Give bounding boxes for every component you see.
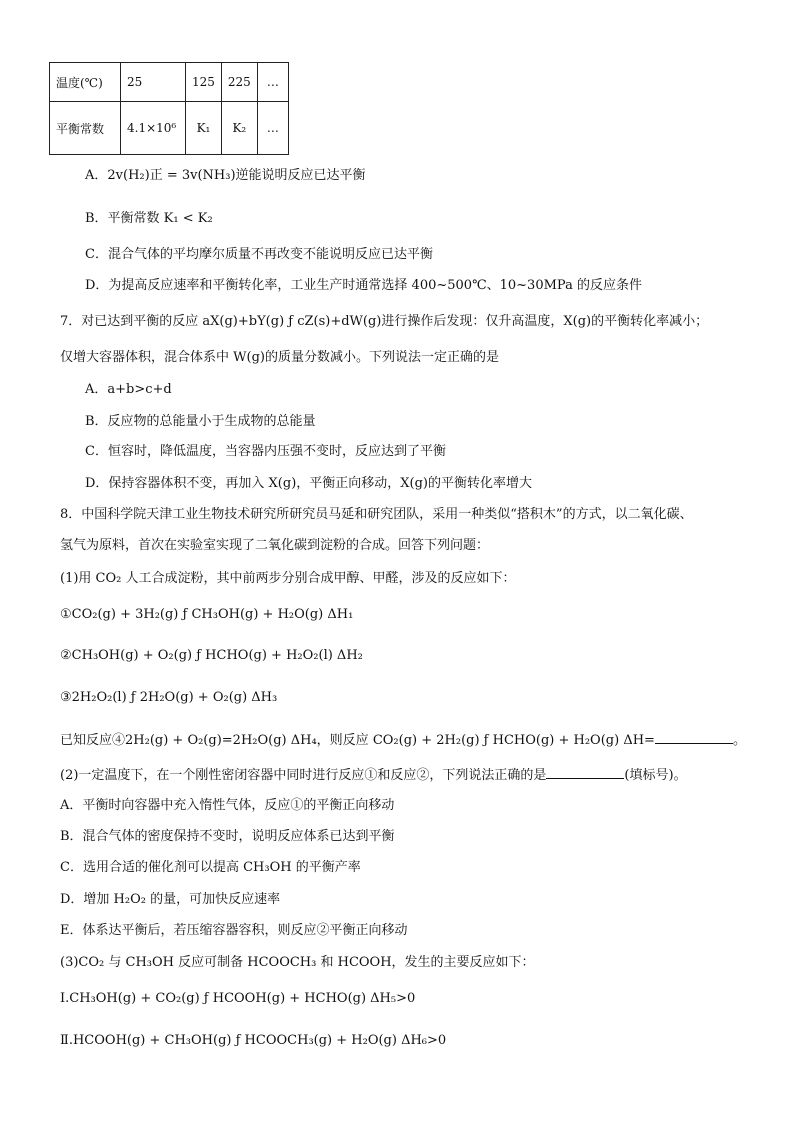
q8-reaction-II: Ⅱ.HCOOH(g) + CH₃OH(g) ƒ HCOOCH₃(g) + H₂O(g) ΔH₆>0 (60, 1033, 447, 1048)
q8-part2-suffix: (填标号)。 (624, 768, 687, 783)
q8-reaction-I: Ⅰ.CH₃OH(g) + CO₂(g) ƒ HCOOH(g) + HCHO(g) ΔH₅>0 (60, 991, 416, 1006)
q8-part2-option-c: C．选用合适的催化剂可以提高 CH₃OH 的平衡产率 (60, 860, 361, 875)
answer-blank[interactable] (655, 731, 733, 744)
q8-part3-intro: (3)CO₂ 与 CH₃OH 反应可制备 HCOOCH₃ 和 HCOOH，发生的主要反应如下： (60, 955, 535, 970)
q8-part2-option-d: D．增加 H₂O₂ 的量，可加快反应速率 (60, 892, 281, 907)
table-cell: 4.1×10⁶ (121, 102, 186, 155)
q6-option-c: C．混合气体的平均摩尔质量不再改变不能说明反应已达平衡 (85, 247, 433, 262)
table-cell: 25 (121, 63, 186, 102)
q7-option-a: A．a+b>c+d (85, 382, 172, 397)
table-cell: … (257, 63, 288, 102)
q8-part2-option-b: B．混合气体的密度保持不变时，说明反应体系已达到平衡 (60, 829, 395, 844)
q6-option-a: A．2v(H₂)正 = 3v(NH₃)逆能说明反应已达平衡 (85, 168, 366, 183)
q8-known-suffix: 。 (732, 733, 746, 748)
q7-stem-line-1: 7．对已达到平衡的反应 aX(g)+bY(g) ƒ cZ(s)+dW(g)进行操作后发现：仅升高温度，X(g)的平衡转化率减小； (60, 314, 709, 329)
table-header-row (50, 63, 289, 102)
q7-stem-line-2: 仅增大容器体积，混合体系中 W(g)的质量分数减小。下列说法一定正确的是 (60, 350, 499, 365)
q8-reaction-1: ①CO₂(g) + 3H₂(g) ƒ CH₃OH(g) + H₂O(g) ΔH₁ (60, 607, 354, 622)
q7-option-c: C．恒容时，降低温度，当容器内压强不变时，反应达到了平衡 (85, 444, 446, 459)
table-cell: 平衡常数 (50, 102, 121, 155)
table-cell: 225 (221, 63, 257, 102)
q8-known-reaction-line (60, 731, 746, 750)
data-table (49, 62, 289, 155)
answer-blank[interactable] (546, 766, 624, 779)
table-cell: K₁ (186, 102, 222, 155)
table-row (50, 102, 289, 155)
q6-option-b: B．平衡常数 K₁ < K₂ (85, 211, 213, 226)
table-cell: … (257, 102, 288, 155)
q8-part2-option-a: A．平衡时向容器中充入惰性气体，反应①的平衡正向移动 (60, 798, 395, 813)
q8-reaction-2: ②CH₃OH(g) + O₂(g) ƒ HCHO(g) + H₂O₂(l) ΔH₂ (60, 648, 363, 663)
q8-part2-text: (2)一定温度下，在一个刚性密闭容器中同时进行反应①和反应②，下列说法正确的是 (60, 768, 547, 783)
q7-option-b: B．反应物的总能量小于生成物的总能量 (85, 414, 316, 429)
q8-stem-line-1: 8．中国科学院天津工业生物技术研究所研究员马延和研究团队，采用一种类似“搭积木”的方式，以二氧化碳、 (60, 507, 693, 522)
q8-stem-line-2: 氢气为原料，首次在实验室实现了二氧化碳到淀粉的合成。回答下列问题： (60, 538, 490, 553)
q8-part2-stem (60, 766, 687, 785)
table-cell: 125 (186, 63, 222, 102)
q8-part2-option-e: E．体系达平衡后，若压缩容器容积，则反应②平衡正向移动 (60, 923, 408, 938)
q6-option-d: D．为提高反应速率和平衡转化率，工业生产时通常选择 400~500℃、10~30MPa 的反应条件 (85, 278, 642, 293)
q7-option-d: D．保持容器体积不变，再加入 X(g)，平衡正向移动，X(g)的平衡转化率增大 (85, 476, 532, 491)
q8-part1-intro: (1)用 CO₂ 人工合成淀粉，其中前两步分别合成甲醇、甲醛，涉及的反应如下： (60, 571, 516, 586)
table-cell: K₂ (221, 102, 257, 155)
q8-known-text: 已知反应④2H₂(g) + O₂(g)=2H₂O(g) ΔH₄，则反应 CO₂(g) + 2H₂(g) ƒ HCHO(g) + H₂O(g) ΔH= (60, 733, 655, 748)
q8-reaction-3: ③2H₂O₂(l) ƒ 2H₂O(g) + O₂(g) ΔH₃ (60, 690, 278, 705)
table-cell: 温度(℃) (50, 63, 121, 102)
